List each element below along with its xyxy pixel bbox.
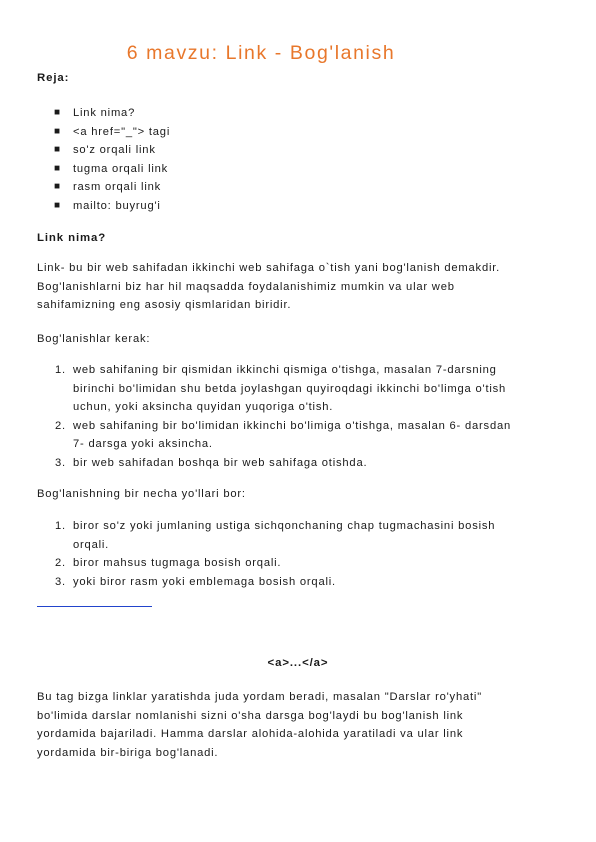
bullet-icon: ■ xyxy=(54,181,61,192)
bullet-icon: ■ xyxy=(54,144,61,155)
numbered-item xyxy=(37,417,559,454)
ways-list xyxy=(37,517,559,591)
tag-line: bo'limida darslar nomlanishi sizni o'sha darsga bog'laydi bu bog'lanish link xyxy=(37,709,464,722)
item-number: 3. xyxy=(55,456,66,469)
item-line: web sahifaning bir qismidan ikkinchi qismiga o'tishga, masalan 7-darsning xyxy=(73,364,497,376)
needed-label: Bog'lanishlar kerak: xyxy=(37,333,151,345)
section-heading-tag: <a>...</a> xyxy=(267,657,329,669)
item-line: birinchi bo'limidan shu betda joylashgan quyiroqdagi ikkinchi bo'limga o'tish xyxy=(73,382,507,395)
item-line: bir web sahifadan boshqa bir web sahifaga otishda. xyxy=(73,456,368,469)
ways-label: Bog'lanishning bir necha yo'llari bor: xyxy=(37,488,246,500)
bullet-icon: ■ xyxy=(54,162,61,174)
numbered-item xyxy=(37,573,559,592)
item-number: 1. xyxy=(55,364,66,376)
plan-item xyxy=(37,197,170,216)
item-number: 3. xyxy=(55,575,66,588)
plan-item xyxy=(37,160,170,179)
numbered-item xyxy=(37,554,559,573)
intro-line: Link- bu bir web sahifadan ikkinchi web sahifaga o`tish yani bog'lanish demakdir. xyxy=(37,262,501,274)
item-line: yoki biror rasm yoki emblemaga bosish orqali. xyxy=(73,575,336,588)
item-number: 2. xyxy=(55,419,66,432)
tag-line: Bu tag bizga linklar yaratishda juda yordam beradi, masalan "Darslar ro'yhati" xyxy=(37,691,482,703)
plan-item-text: <a href="_"> tagi xyxy=(73,125,171,138)
item-line: web sahifaning bir bo'limidan ikkinchi bo'limiga o'tishga, masalan 6- darsdan xyxy=(73,419,512,432)
bullet-icon: ■ xyxy=(54,107,61,118)
tag-paragraph xyxy=(37,688,559,762)
numbered-item xyxy=(37,454,559,473)
plan-label: Reja: xyxy=(37,72,70,84)
tag-line: yordamida bir-biriga bog'lanadi. xyxy=(37,746,219,759)
item-number: 1. xyxy=(55,520,66,532)
plan-item xyxy=(37,104,170,123)
plan-item xyxy=(37,141,170,160)
plan-item-text: mailto: buyrug'i xyxy=(73,199,161,212)
plan-item xyxy=(37,178,170,197)
bullet-icon: ■ xyxy=(54,125,61,137)
item-line: biror so'z yoki jumlaning ustiga sichqonchaning chap tugmachasini bosish xyxy=(73,520,496,532)
plan-item-text: Link nima? xyxy=(73,107,136,119)
page-title: 6 mavzu: Link - Bog'lanish xyxy=(126,42,396,64)
item-line: orqali. xyxy=(73,538,110,551)
plan-item-text: so'z orqali link xyxy=(73,144,156,156)
item-number: 2. xyxy=(55,557,66,570)
item-line: uchun, yoki aksincha quyidan yuqoriga o'tish. xyxy=(73,401,334,414)
intro-line: sahifamizning eng asosiy qismlaridan biridir. xyxy=(37,299,292,312)
plan-item-text: tugma orqali link xyxy=(73,162,169,175)
numbered-item xyxy=(37,361,559,417)
numbered-item xyxy=(37,517,559,554)
plan-item-text: rasm orqali link xyxy=(73,181,162,193)
intro-paragraph xyxy=(37,259,559,315)
section-heading-link: Link nima? xyxy=(37,232,107,244)
bullet-icon: ■ xyxy=(54,199,61,211)
plan-item xyxy=(37,123,170,142)
needed-list xyxy=(37,361,559,473)
tag-line: yordamida bajariladi. Hamma darslar alohida-alohida yaratiladi va ular link xyxy=(37,728,464,741)
section-divider xyxy=(37,606,152,607)
intro-line: Bog'lanishlarni biz har hil maqsadda foydalanishimiz mumkin va ular web xyxy=(37,280,455,293)
item-line: biror mahsus tugmaga bosish orqali. xyxy=(73,557,282,570)
plan-list xyxy=(37,104,170,215)
item-line: 7- darsga yoki aksincha. xyxy=(73,438,213,451)
